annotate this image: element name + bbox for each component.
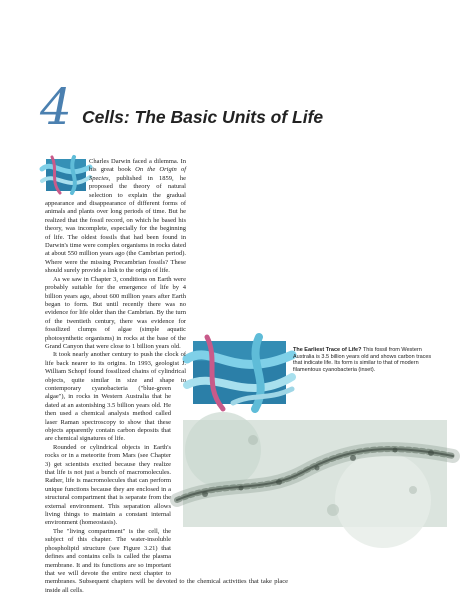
paragraph-1: Charles Darwin faced a dilemma. In his great book On the Origin of Species, published in 1859, he proposed the theory of natural selection to explain the gradual appearance and disappearance of different forms of animals and plants over long periods of time. But he realized that the fossil record, on which he based his theory, was incomplete, especially for the beginning of life. The oldest fossils that had been found in Darwin's time were complex organisms in rocks dated at about 550 million years ago (the Cambrian period). Where were the missing Precambrian fossils? These should surely provide a link to the origin of life. <box>45 158 187 275</box>
chapter-body-text <box>45 158 288 595</box>
paragraph-5: The "living compartment" is the cell, the subject of this chapter. The water-insoluble phospholipid structure (see Figure 3.21) that defines and contains cells is called the plasma membrane. It and its functions are so important that we will devote the entire next chapter to membranes. Subsequent chapters will be devoted to the chemical activities that take place inside all cells. <box>45 527 288 594</box>
caption-text: This fossil from Western Australia is 3.5 billion years old and shows carbon traces that indicate life. Its form is similar to that of modern filamentous cyanobacteria (inset). <box>293 347 432 373</box>
chapter-title: Cells: The Basic Units of Life <box>82 107 324 127</box>
chapter-number: 4 <box>40 78 72 136</box>
paragraph-4: Rounded or cylindrical objects in Earth's rocks or in a meteorite from Mars (see Chapter 3) get scientists excited because they realize that life is not just a bunch of macromolecules. Rather, life is macromolecules that can perform unique functions because they are enclosed in a structural compartment that is separate from the external environment. This separation allows living things to maintain a constant internal environment (homeostasis). <box>45 443 171 527</box>
chapter-header <box>40 78 340 138</box>
paragraph-2: As we saw in Chapter 3, conditions on Earth were probably suitable for the emergence of life by 4 billion years ago, about 600 million years after Earth began to form. But until recently there was no evidence for life older than the Cambrian. By the turn of the twentieth century, there was evidence for fossilized clumps of algae (simple aquatic photosynthetic organisms) in rocks at the base of the Grand Canyon that were close to 1 billion years old. <box>45 275 186 350</box>
fossil-micrograph <box>183 420 447 527</box>
figure-caption <box>293 347 432 373</box>
caption-label: The Earliest Trace of Life? <box>293 347 362 353</box>
paragraph-3: It took nearly another century to push the clock of life back nearer to its origins. In 1993, geologist J. William Schopf found fossilized chains of cylindrical objects, quite similar in size and shape to contemporary cyanobacteria ("blue-green algae"), in rocks in Western Australia that he dated at an astonishing 3.5 billion years old. He then used a chemical analysis method called laser Raman spectroscopy to show that these objects apparently contain carbon deposits that are chemical signatures of life. <box>45 351 186 443</box>
